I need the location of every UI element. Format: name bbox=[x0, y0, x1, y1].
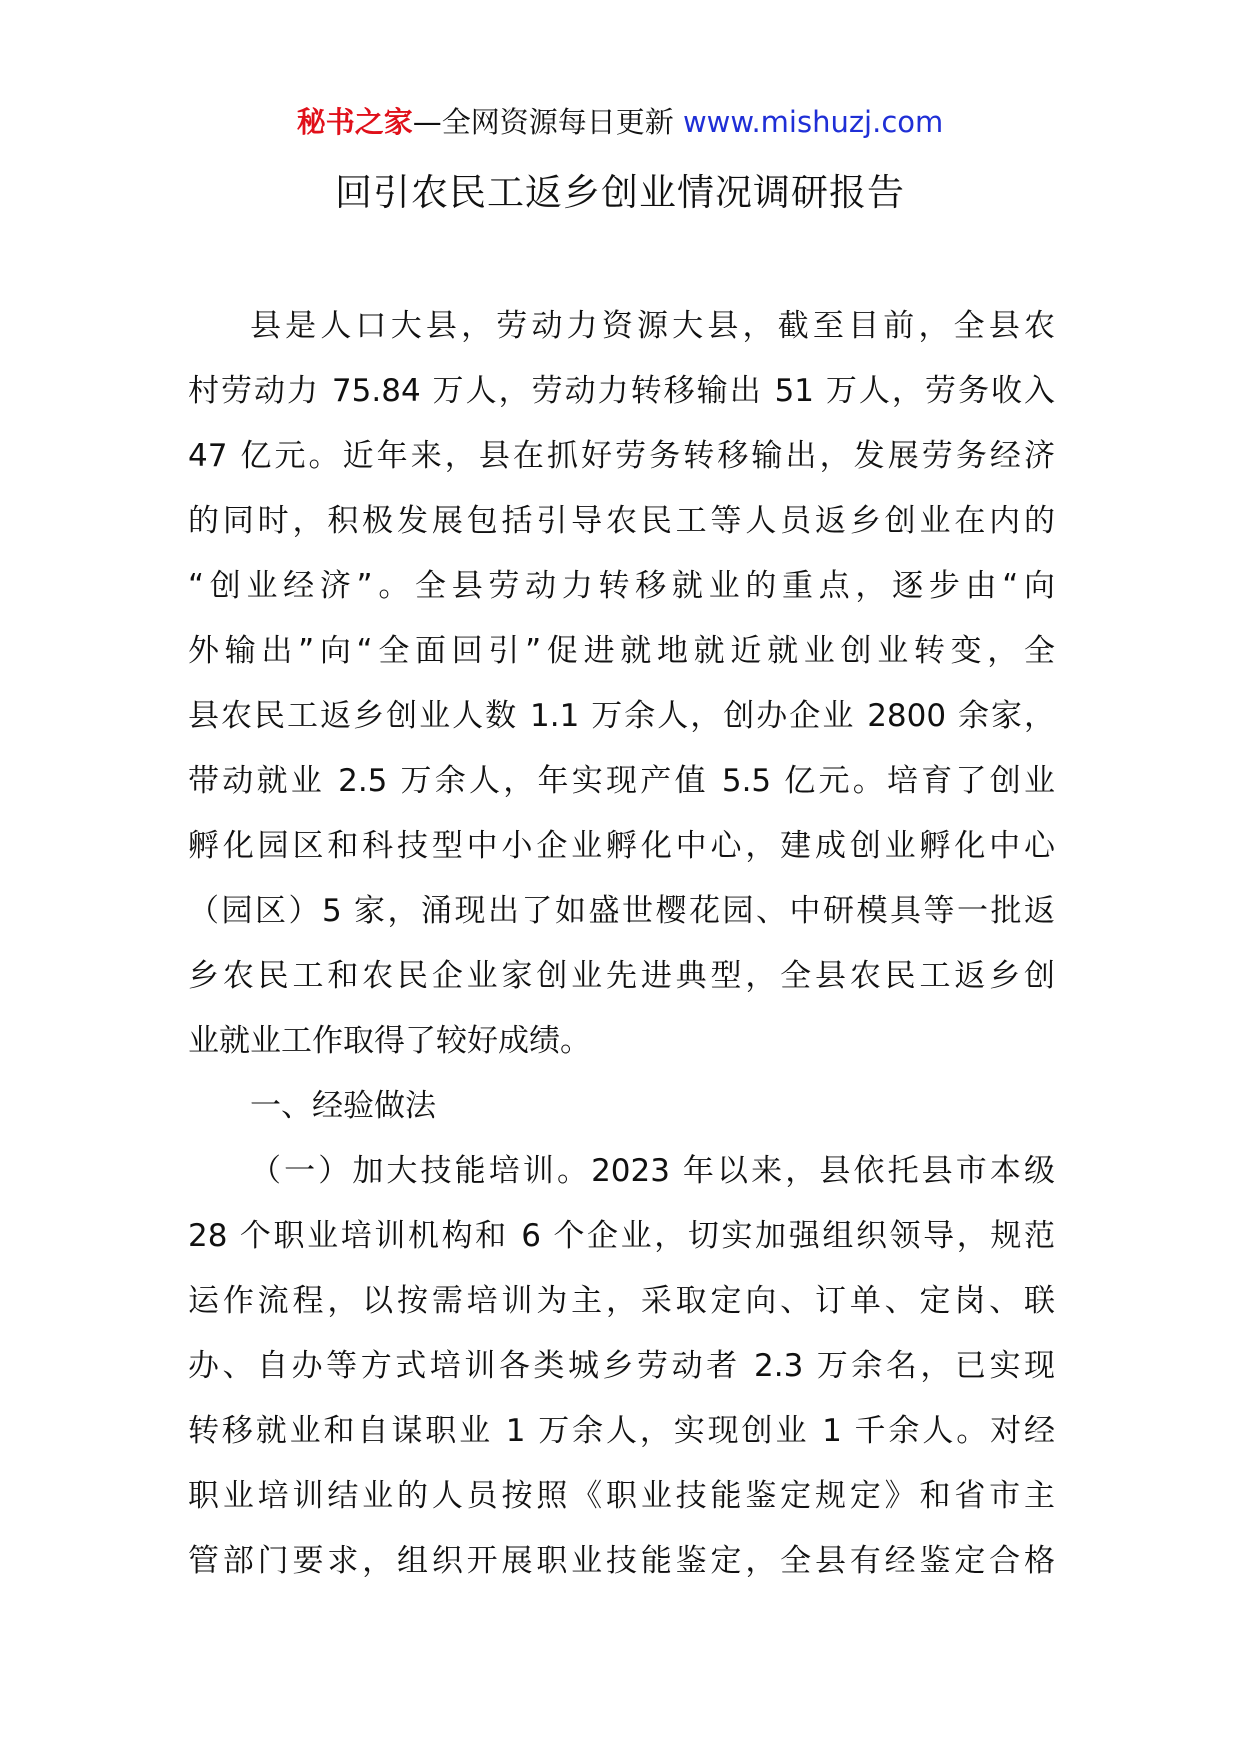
paragraph-line: “创业经济”。全县劳动力转移就业的重点，逐步由“向 bbox=[188, 568, 1055, 604]
paragraph-line: 外输出”向“全面回引”促进就地就近就业创业转变，全 bbox=[188, 633, 1055, 669]
paragraph-line: 办、自办等方式培训各类城乡劳动者 2.3 万余名，已实现 bbox=[188, 1348, 1055, 1384]
section-heading: 一、经验做法 bbox=[250, 1088, 436, 1124]
paragraph-line: （一）加大技能培训。2023 年以来，县依托县市本级 bbox=[250, 1153, 1055, 1189]
site-tagline: —全网资源每日更新 bbox=[412, 105, 674, 139]
document-title: 回引农民工返乡创业情况调研报告 bbox=[335, 171, 905, 214]
paragraph-line: 孵化园区和科技型中小企业孵化中心，建成创业孵化中心 bbox=[188, 828, 1055, 864]
paragraph-line: 县农民工返乡创业人数 1.1 万余人，创办企业 2800 余家， bbox=[188, 698, 1055, 734]
site-url-link[interactable]: www.mishuzj.com bbox=[682, 105, 944, 139]
paragraph-line: 业就业工作取得了较好成绩。 bbox=[188, 1023, 591, 1059]
site-header bbox=[0, 102, 1240, 142]
paragraph-line: 带动就业 2.5 万余人，年实现产值 5.5 亿元。培育了创业 bbox=[188, 763, 1055, 799]
paragraph-line: 职业培训结业的人员按照《职业技能鉴定规定》和省市主 bbox=[188, 1478, 1055, 1514]
paragraph-line: 的同时，积极发展包括引导农民工等人员返乡创业在内的 bbox=[188, 503, 1055, 539]
paragraph-line: 47 亿元。近年来，县在抓好劳务转移输出，发展劳务经济 bbox=[188, 438, 1055, 474]
paragraph-line: 管部门要求，组织开展职业技能鉴定，全县有经鉴定合格 bbox=[188, 1543, 1055, 1579]
paragraph-line: 县是人口大县，劳动力资源大县，截至目前，全县农 bbox=[250, 308, 1055, 344]
paragraph-line: 运作流程，以按需培训为主，采取定向、订单、定岗、联 bbox=[188, 1283, 1055, 1319]
paragraph-line: （园区）5 家，涌现出了如盛世樱花园、中研模具等一批返 bbox=[188, 893, 1055, 929]
site-brand: 秘书之家 bbox=[296, 105, 413, 139]
paragraph-line: 28 个职业培训机构和 6 个企业，切实加强组织领导，规范 bbox=[188, 1218, 1055, 1254]
paragraph-line: 乡农民工和农民企业家创业先进典型，全县农民工返乡创 bbox=[188, 958, 1055, 994]
paragraph-line: 村劳动力 75.84 万人，劳动力转移输出 51 万人，劳务收入 bbox=[188, 373, 1055, 409]
paragraph-line: 转移就业和自谋职业 1 万余人，实现创业 1 千余人。对经 bbox=[188, 1413, 1055, 1449]
document-body bbox=[188, 294, 1055, 1594]
